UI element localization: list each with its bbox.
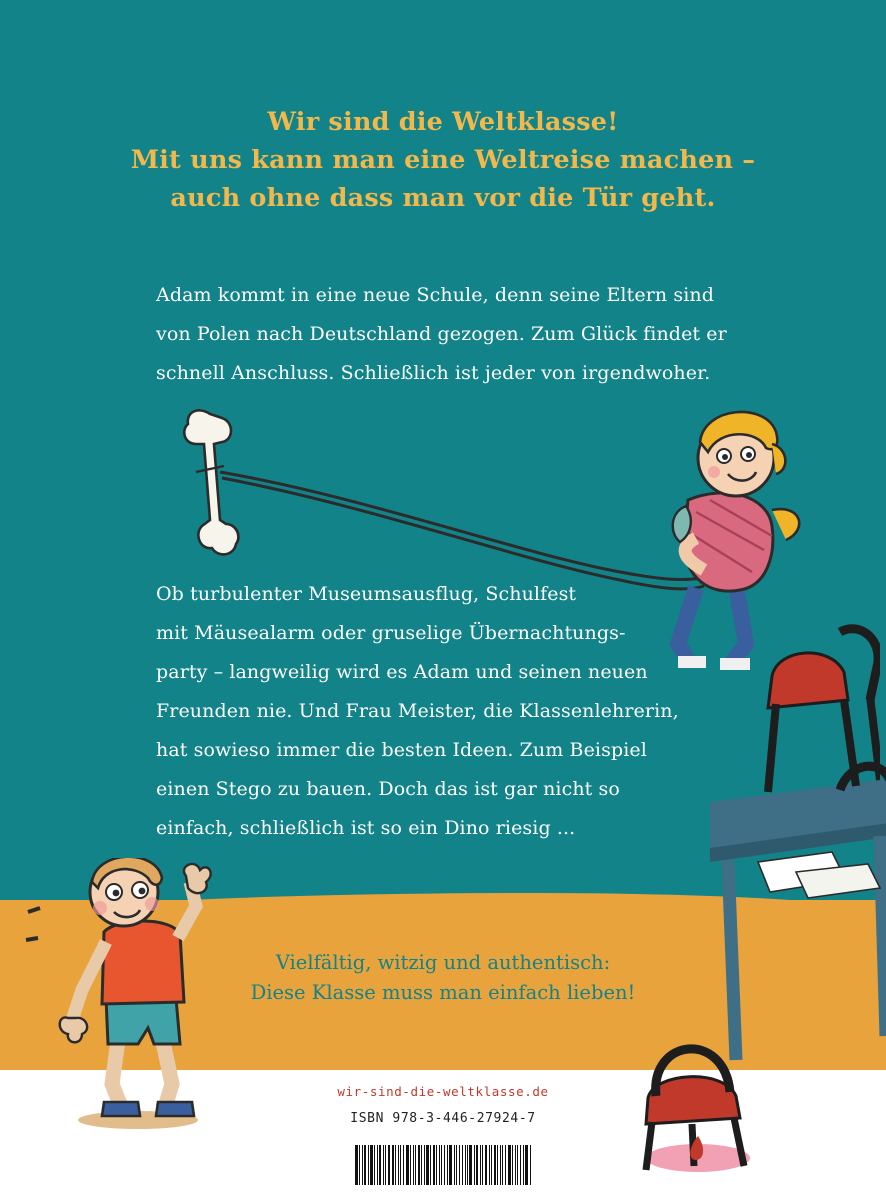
tagline [0, 948, 886, 1008]
blurb-paragraph-2 [156, 575, 766, 848]
blurb1-line-1: Adam kommt in eine neue Schule, denn seine Eltern sind [156, 284, 714, 306]
barcode [355, 1145, 532, 1185]
blurb2-line-1: Ob turbulenter Museumsausflug, Schulfest [156, 583, 577, 605]
blurb2-line-3: party – langweilig wird es Adam und seinen neuen [156, 661, 648, 683]
tagline-line-2: Diese Klasse muss man einfach lieben! [250, 981, 636, 1004]
blurb1-line-2: von Polen nach Deutschland gezogen. Zum Glück findet er [156, 323, 727, 345]
headline-line-2: Mit uns kann man eine Weltreise machen – [130, 145, 756, 175]
blurb2-line-4: Freunden nie. Und Frau Meister, die Klassenlehrerin, [156, 700, 679, 722]
blurb2-line-6: einen Stego zu bauen. Doch das ist gar nicht so [156, 778, 620, 800]
headline-line-3: auch ohne dass man vor die Tür geht. [170, 183, 716, 213]
tagline-line-1: Vielfältig, witzig und authentisch: [275, 951, 611, 974]
blurb2-line-5: hat sowieso immer die besten Ideen. Zum Beispiel [156, 739, 647, 761]
blurb2-line-7: einfach, schließlich ist so ein Dino riesig ... [156, 817, 576, 839]
headline [0, 103, 886, 217]
blurb2-line-2: mit Mäusealarm oder gruselige Übernachtungs- [156, 622, 626, 644]
chair-bottom [620, 1010, 780, 1190]
isbn-text: ISBN 978-3-446-27924-7 [350, 1111, 536, 1126]
blurb1-line-3: schnell Anschluss. Schließlich ist jeder von irgendwoher. [156, 362, 711, 384]
website-url[interactable]: wir-sind-die-weltklasse.de [337, 1084, 549, 1099]
blurb-paragraph-1 [156, 276, 776, 393]
headline-line-1: Wir sind die Weltklasse! [267, 107, 619, 137]
